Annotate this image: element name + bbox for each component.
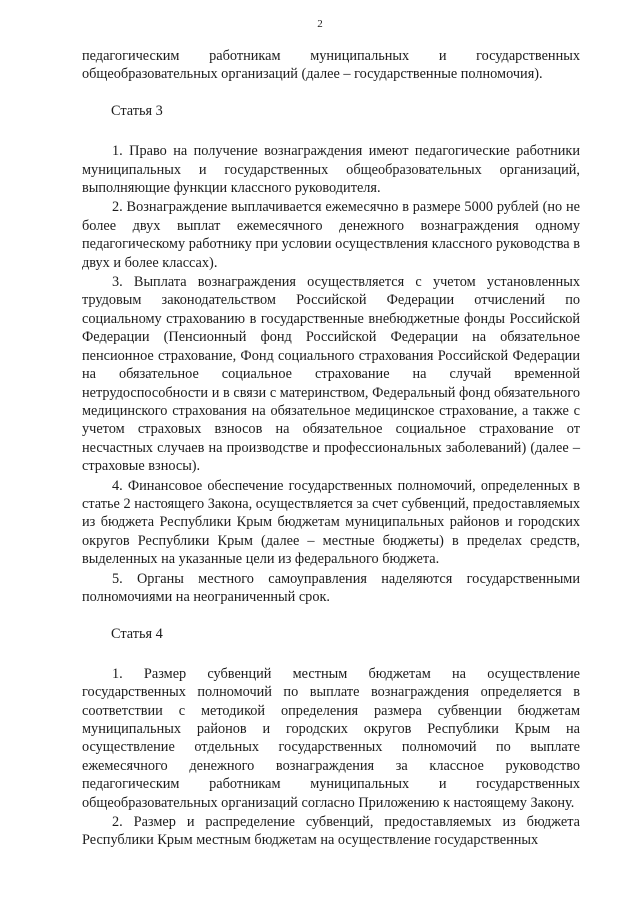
article-3-item-5: 5. Органы местного самоуправления наделяются государственными полномочиями на неограниченный срок. — [82, 570, 580, 605]
article-4-heading: Статья 4 — [111, 626, 163, 643]
article-4-item-1: 1. Размер субвенций местным бюджетам на осуществление государственных полномочий по выплате вознаграждения определяется в соответствии с методикой определения размера субвенции бюджетам муниципальных районов и городских округов Республики Крым на осуществление отдельных государственных полномочий по выплате ежемесячного денежного вознаграждения за классное руководство педагогическим работникам муниципальных и государственных общеобразовательных организаций согласно Приложению к настоящему Закону. — [82, 665, 580, 811]
article-3-item-4: 4. Финансовое обеспечение государственных полномочий, определенных в статье 2 настоящего Закона, осуществляется за счет субвенций, предоставляемых из бюджета Республики Крым бюджетам муниципальных районов и городских округов Республики Крым (далее – местные бюджеты) в пределах средств, выделенных на указанные цели из федерального бюджета. — [82, 477, 580, 568]
article-3-item-2: 2. Вознаграждение выплачивается ежемесячно в размере 5000 рублей (но не более двух выплат ежемесячного денежного вознаграждения одному педагогическому работнику при условии осуществления классного руководства в двух и более классах). — [82, 199, 580, 271]
page-number: 2 — [317, 18, 323, 30]
article-3-heading: Статья 3 — [111, 102, 163, 119]
intro-paragraph: педагогическим работникам муниципальных и государственных общеобразовательных организаций (далее – государственные полномочия). — [82, 48, 580, 83]
article-4-item-2: 2. Размер и распределение субвенций, предоставляемых из бюджета Республики Крым местным бюджетам на осуществление государственных — [82, 814, 580, 849]
document-body — [82, 47, 580, 850]
article-3-item-1: 1. Право на получение вознаграждения имеют педагогические работники муниципальных и государственных общеобразовательных организаций, выполняющие функции классного руководителя. — [82, 143, 580, 197]
article-3-item-3: 3. Выплата вознаграждения осуществляется с учетом установленных трудовым законодательством Российской Федерации отчислений по социальному страхованию в государственные внебюджетные фонды Российской Федерации (Пенсионный фонд Российской Федерации на обязательное пенсионное страхование, Фонд социального страхования Российской Федерации на обязательное социальное страхование на случай временной нетрудоспособности и в связи с материнством, Федеральный фонд обязательного медицинского страхования на обязательное медицинское страхование, а также с учетом страховых взносов на обязательное социальное страхование от несчастных случаев на производстве и профессиональных заболеваний) (далее – страховые взносы). — [82, 274, 580, 475]
